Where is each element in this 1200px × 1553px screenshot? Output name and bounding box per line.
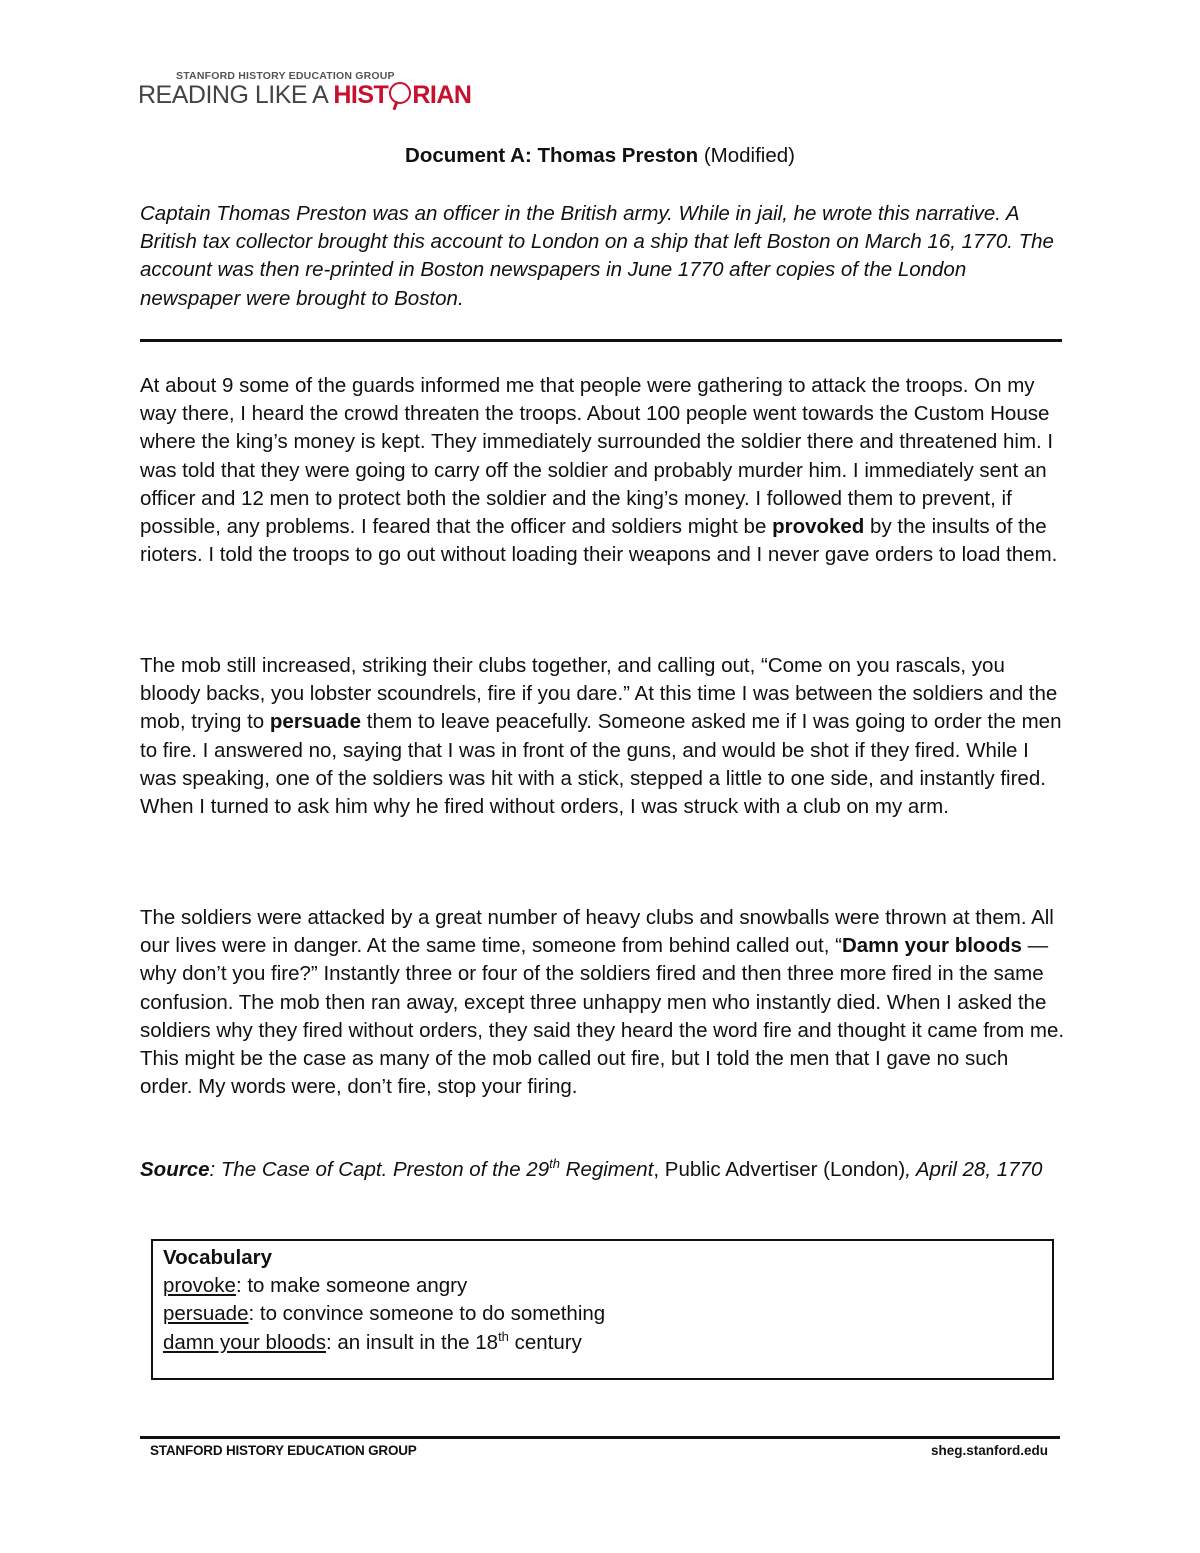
vocab-sup: th: [498, 1328, 509, 1344]
source-publication: Public Advertiser (London): [664, 1158, 906, 1181]
document-title: [0, 144, 1200, 168]
paragraph-3: [140, 904, 1065, 1101]
vocabulary-heading: Vocabulary: [163, 1246, 272, 1269]
source-citation: [140, 1156, 1065, 1184]
vocab-term: provoke: [163, 1274, 236, 1298]
vocab-term: persuade: [163, 1302, 249, 1326]
vocabulary-item: [163, 1300, 1052, 1328]
footer-divider: [140, 1436, 1060, 1439]
magnifier-icon: [389, 82, 411, 104]
p1-text-b: by the insults of the rioters. I told the troops to go out without loading their weapons and I never gave orders to load them.: [140, 515, 1058, 567]
footer-website: sheg.stanford.edu: [930, 1443, 1048, 1458]
source-title-b: Regiment: [559, 1158, 654, 1181]
logo-text-part3: RIAN: [412, 81, 472, 109]
logo-wordmark: [138, 81, 471, 110]
p2-text-b: them to leave peacefully. Someone asked me if I was going to order the men to fire. I answered no, saying that I was in front of the guns, and would be shot if they fired. While I was speaking, one of the soldiers was hit with a stick, stepped a little to one side, and instantly fired. When I turned to ask him why he fired without orders, I was struck with a club on my arm.: [140, 710, 1062, 819]
logo-org-text: STANFORD HISTORY EDUCATION GROUP: [176, 70, 395, 82]
footer-org: STANFORD HISTORY EDUCATION GROUP: [150, 1443, 417, 1458]
vocab-definition: : to convince someone to do something: [248, 1302, 606, 1326]
logo-text-part2: HIST: [333, 81, 389, 109]
vocab-after: century: [508, 1330, 582, 1354]
intro-divider: [140, 339, 1062, 342]
p2-text-a: The mob still increased, striking their clubs together, and calling out, “Come on you rascals, you bloody backs, you lobster scoundrels, fire if you dare.” At this time I was between the soldiers and the mob, trying to: [140, 654, 1058, 734]
source-colon: :: [209, 1158, 221, 1181]
p1-bold: provoked: [772, 515, 865, 539]
p2-bold: persuade: [269, 710, 362, 734]
intro-text: Captain Thomas Preston was an officer in the British army. While in jail, he wrote this narrative. A British tax collector brought this account to London on a ship that left Boston on March 16, 1770. The account was then re-printed in Boston newspapers in June 1770 after copies of the London newspaper were brought to Boston.: [140, 202, 1054, 310]
title-rest: (Modified): [698, 144, 795, 167]
source-comma: ,: [653, 1158, 665, 1181]
p3-text-b: — why don’t you fire?” Instantly three or four of the soldiers fired and then three more fired in the same confusion. The mob then ran away, except three unhappy men who instantly died. When I asked the soldiers why they fired without orders, they said they heard the word fire and thought it came from me. This might be the case as many of the mob called out fire, but I told the men that I gave no such order. My words were, don’t fire, stop your firing.: [140, 934, 1065, 1099]
p3-text-a: The soldiers were attacked by a great number of heavy clubs and snowballs were thrown at them. All our lives were in danger. At the same time, someone from behind called out, “: [140, 906, 1054, 958]
vocab-definition: : an insult in the 18: [325, 1330, 499, 1354]
vocab-term: damn your bloods: [163, 1330, 326, 1354]
p1-text-a: At about 9 some of the guards informed me that people were gathering to attack the troops. On my way there, I heard the crowd threaten the troops. About 100 people went towards the Custom House where the king’s money is kept. They immediately surrounded the soldier there and threatened him. I was told that they were going to carry off the soldier and probably murder him. I immediately sent an officer and 12 men to protect both the soldier and the king’s money. I followed them to prevent, if possible, any problems. I feared that the officer and soldiers might be: [140, 374, 1054, 539]
vocabulary-item: [163, 1272, 1052, 1300]
vocabulary-box: [151, 1239, 1054, 1380]
vocabulary-item: [163, 1329, 1052, 1357]
title-bold: Document A: Thomas Preston: [405, 144, 699, 167]
p3-bold: Damn your bloods: [841, 934, 1022, 958]
source-label: Source: [140, 1158, 210, 1181]
source-title-sup: th: [549, 1156, 560, 1172]
paragraph-2: [140, 652, 1065, 821]
source-title-a: The Case of Capt. Preston of the 29: [220, 1158, 550, 1181]
vocab-definition: : to make someone angry: [235, 1274, 468, 1298]
paragraph-1: [140, 372, 1065, 569]
logo: [138, 70, 471, 110]
source-date: , April 28, 1770: [905, 1158, 1043, 1181]
logo-text-part1: READING LIKE A: [138, 81, 334, 109]
